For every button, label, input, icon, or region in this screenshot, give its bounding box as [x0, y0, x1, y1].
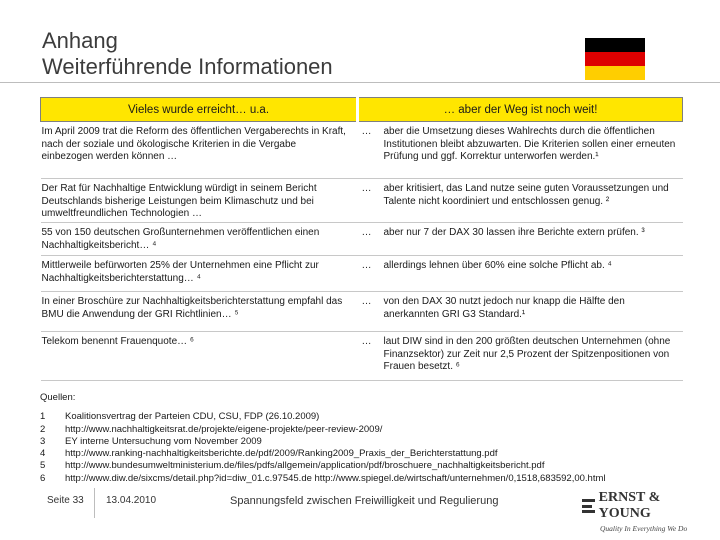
row-right-text: von den DAX 30 nutzt jedoch nur knapp die Hälfte den anerkannten GRI G3 Standard.¹ — [383, 296, 625, 320]
table-row — [41, 122, 683, 179]
source-item — [40, 473, 606, 485]
source-text: http://www.ranking-nachhaltigkeitsberichte.de/pdf/2009/Ranking2009_Praxis_der_Berichterstattung.pdf — [65, 448, 498, 460]
page-subtitle: Weiterführende Informationen — [42, 54, 333, 79]
row-left-text: Mittlerweile befürworten 25% der Unternehmen eine Pflicht zur Nachhaltigkeitsberichterstattung… ⁴ — [41, 256, 358, 292]
source-item — [40, 436, 606, 448]
source-number: 4 — [40, 448, 46, 460]
row-right-text: laut DIW sind in den 200 größten deutschen Unternehmen (ohne Finanzsektor) zur Zeit nur 2,5 Prozent der Spitzenpositionen von Frauen besetzt. ⁶ — [383, 336, 671, 372]
source-number: 2 — [40, 423, 46, 435]
row-left-text: Telekom benennt Frauenquote… ⁶ — [41, 332, 358, 381]
source-item — [40, 424, 606, 436]
table-row — [41, 256, 683, 292]
source-number: 5 — [40, 460, 46, 472]
table-row — [41, 223, 683, 256]
source-item — [40, 460, 606, 472]
footer-topic: Spannungsfeld zwischen Freiwilligkeit und Regulierung — [230, 495, 499, 507]
ellipsis: … — [361, 296, 372, 307]
source-text: http://www.bundesumweltministerium.de/files/pdfs/allgemein/application/pdf/broschuere_nachhaltigkeitsbericht.pdf — [65, 460, 545, 472]
ellipsis: … — [361, 260, 372, 271]
ellipsis: … — [361, 336, 372, 347]
source-number: 6 — [40, 472, 46, 484]
flag-stripe-black — [585, 38, 645, 52]
comparison-table — [40, 97, 683, 381]
page-number: Seite 33 — [47, 495, 84, 506]
footer-date: 13.04.2010 — [106, 495, 157, 506]
table-row — [41, 292, 683, 332]
flag-stripe-gold — [585, 66, 645, 80]
footer-divider — [94, 488, 95, 518]
source-number: 3 — [40, 435, 46, 447]
page-title: Anhang — [42, 28, 118, 53]
logo-tagline: Quality In Everything We Do — [600, 524, 688, 533]
table-row — [41, 179, 683, 223]
source-item — [40, 448, 606, 460]
table-row — [41, 332, 683, 381]
source-text: Koalitionsvertrag der Parteien CDU, CSU, FDP (26.10.2009) — [65, 411, 320, 423]
table-header-remaining: … aber der Weg ist noch weit! — [358, 98, 683, 122]
sources-heading: Quellen: — [40, 392, 76, 403]
source-text: EY interne Untersuchung vom November 2009 — [65, 435, 262, 447]
source-text: http://www.nachhaltigkeitsrat.de/projekte/eigene-projekte/peer-review-2009/ — [65, 423, 383, 435]
ellipsis: … — [361, 227, 372, 238]
germany-flag-icon — [585, 38, 645, 80]
row-left-text: 55 von 150 deutschen Großunternehmen veröffentlichen einen Nachhaltigkeitsbericht… ⁴ — [41, 223, 358, 256]
logo-name: ERNST & YOUNG — [598, 490, 661, 521]
row-left-text: Im April 2009 trat die Reform des öffentlichen Vergaberechts in Kraft, nach der soziale und ökologische Kriterien in die Vergabe einbezogen werden können … — [41, 122, 358, 179]
source-number: 1 — [40, 411, 46, 423]
source-text: http://www.diw.de/sixcms/detail.php?id=diw_01.c.97545.de http://www.spiegel.de/wirtschaft/unternehmen/0,1518,683592,00.html — [65, 472, 606, 484]
row-right-text: aber nur 7 der DAX 30 lassen ihre Berichte extern prüfen. ³ — [383, 227, 645, 238]
source-item — [40, 411, 606, 423]
title-divider — [0, 82, 720, 83]
row-left-text: In einer Broschüre zur Nachhaltigkeitsberichterstattung empfahl das BMU die Anwendung der GRI Richtlinien… ⁵ — [41, 292, 358, 332]
table-header-achieved: Vieles wurde erreicht… u.a. — [41, 98, 358, 122]
row-right-text: aber kritisiert, das Land nutze seine guten Voraussetzungen und Talente nicht koordiniert und entschlossen genug. ² — [383, 183, 669, 207]
ellipsis: … — [361, 183, 372, 194]
ernst-young-logo — [582, 490, 704, 533]
sources-list — [40, 392, 606, 485]
ey-mark-icon — [582, 499, 595, 513]
row-right-text: allerdings lehnen über 60% eine solche Pflicht ab. ⁴ — [383, 260, 612, 271]
flag-stripe-red — [585, 52, 645, 66]
ellipsis: … — [361, 126, 372, 137]
row-left-text: Der Rat für Nachhaltige Entwicklung würdigt in seinem Bericht Deutschlands bisherige Leistungen beim Klimaschutz und bei umweltfreundlichen Technologien … — [41, 179, 358, 223]
row-right-text: aber die Umsetzung dieses Wahlrechts durch die öffentlichen Institutionen bleibt abzuwarten. Die Kriterien sollen einer erneuten Prüfung und ggf. Korrektur unterworfen werden.¹ — [383, 126, 676, 162]
title-block — [42, 28, 333, 80]
